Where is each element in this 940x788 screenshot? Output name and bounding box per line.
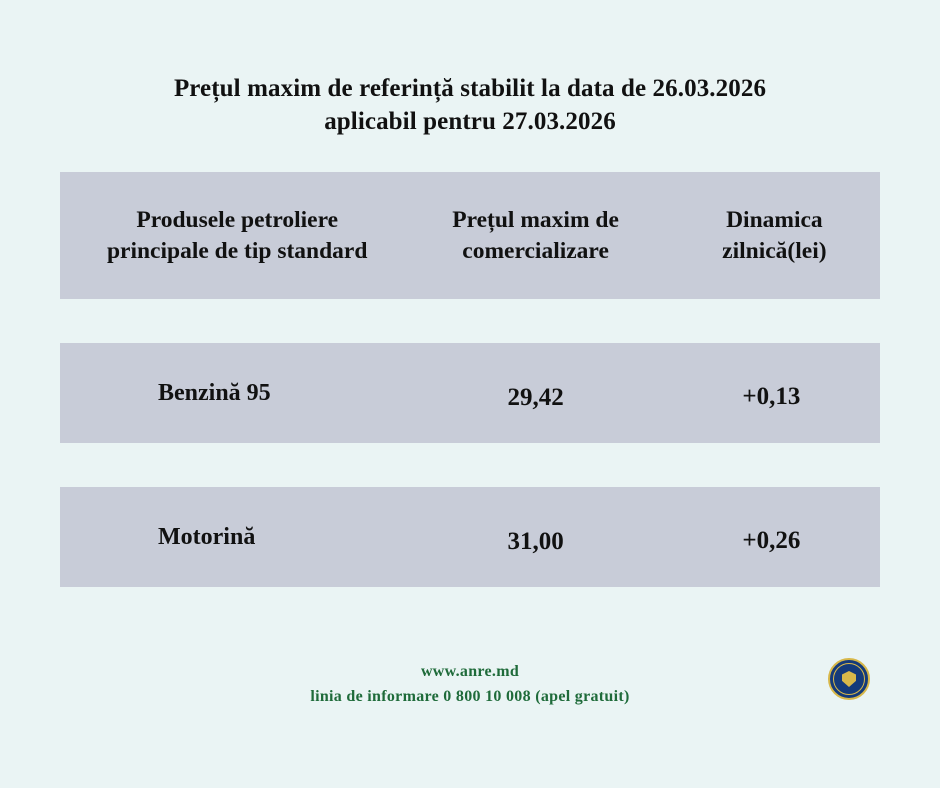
footer-website[interactable]: www.anre.md — [420, 662, 520, 680]
column-header-product: Produsele petroliere principale de tip standard — [106, 206, 368, 264]
table-header-row — [60, 172, 880, 299]
fuel-price-table — [60, 172, 880, 587]
cell-product-name: Benzină 95 — [158, 379, 271, 406]
emblem-ring — [833, 663, 865, 695]
table-row — [60, 343, 880, 443]
footer-infoline: linia de informare 0 800 10 008 (apel gratuit) — [310, 688, 630, 706]
page-title — [0, 0, 940, 138]
cell-max-price: 31,00 — [507, 528, 564, 555]
emblem-crest — [842, 671, 856, 687]
column-header-price: Prețul maxim de comercializare — [452, 206, 619, 264]
anre-emblem-icon — [828, 658, 870, 700]
footer — [0, 659, 940, 710]
title-line-1: Prețul maxim de referință stabilit la data de 26.03.2026 — [173, 75, 767, 102]
table-row — [60, 487, 880, 587]
cell-product-name: Motorină — [158, 523, 256, 550]
title-line-2: aplicabil pentru 27.03.2026 — [324, 108, 616, 135]
cell-max-price: 29,42 — [507, 384, 564, 411]
cell-daily-change: +0,13 — [742, 383, 801, 410]
column-header-dynamic: Dinamica zilnică(lei) — [722, 206, 827, 264]
cell-daily-change: +0,26 — [742, 527, 801, 554]
